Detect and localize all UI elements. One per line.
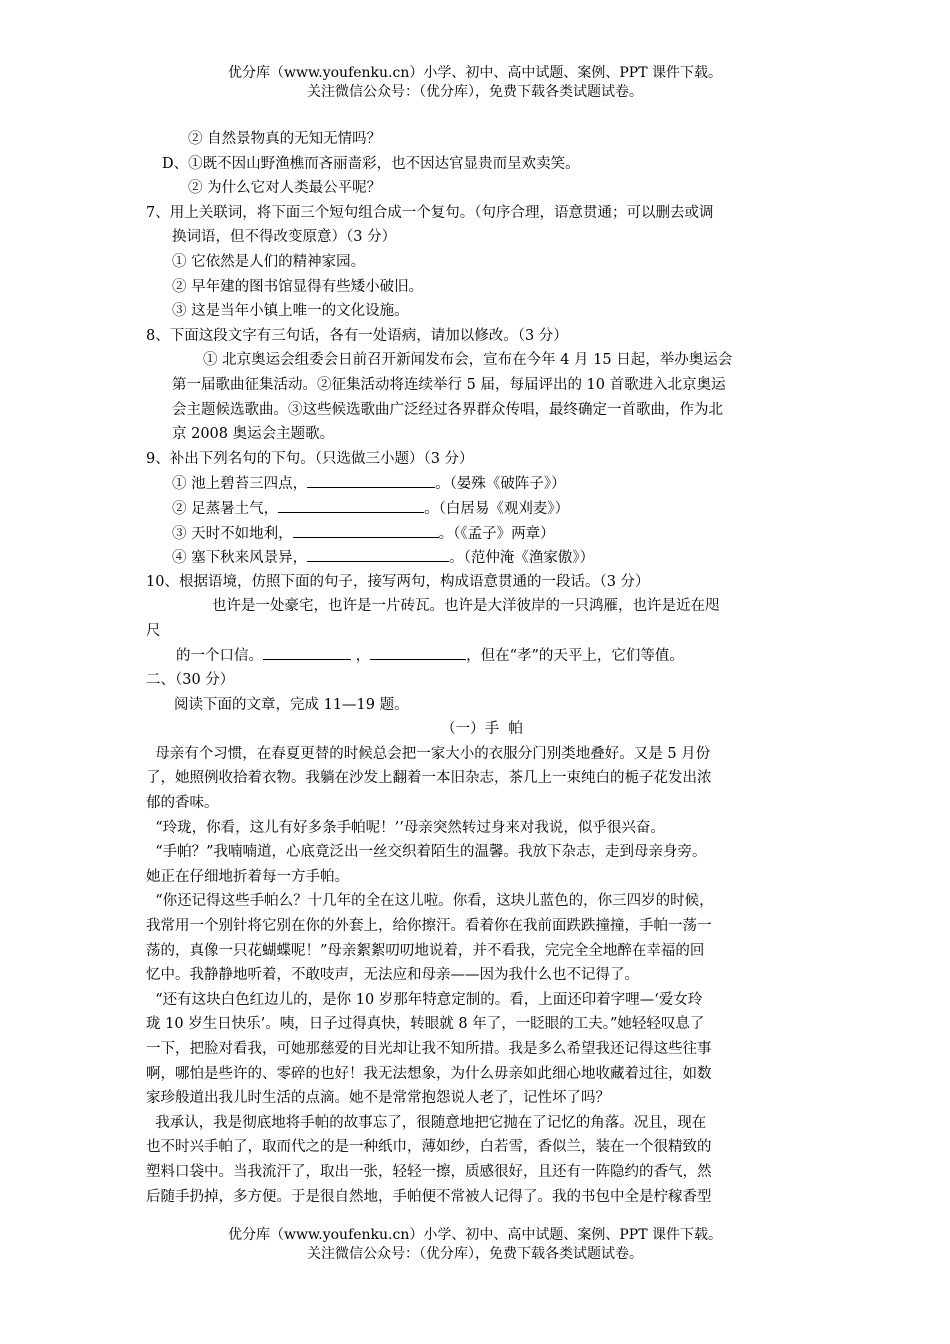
q8-paragraph-line-2: 第一届歌曲征集活动。②征集活动将连续举行 5 届，每届评出的 10 首歌进入北京奥运 <box>172 376 726 393</box>
article-line: 荡的，真像一只花蝴蝶呢！”母亲絮絮叨叨地说着，并不看我，完完全全地醉在幸福的回 <box>146 942 705 959</box>
article-line: 郁的香味。 <box>146 795 219 812</box>
section-2-intro: 阅读下面的文章，完成 11—19 题。 <box>174 696 409 713</box>
article-line: “手帕？”我喃喃道，心底竟泛出一丝交织着陌生的温馨。我放下杂志，走到母亲身旁。 <box>146 844 707 861</box>
q9-item-2: ② 足蒸暑土气， 。（白居易《观刈麦》） <box>146 496 818 521</box>
q10-line-1: 也许是一处豪宅，也许是一片砖瓦。也许是大洋彼岸的一只鸿雁，也许是近在咫 <box>212 598 720 615</box>
header-line-1: 优分库（www.youfenku.cn）小学、初中、高中试题、案例、PPT 课件下载。 <box>227 65 722 81</box>
answer-blank <box>263 643 351 660</box>
page-footer <box>0 1226 950 1264</box>
q9-item-3: ③ 天时不如地利， 。（《孟子》两章） <box>146 521 818 546</box>
q7-sentence-3: ③ 这是当年小镇上唯一的文化设施。 <box>172 303 409 320</box>
answer-blank <box>293 521 439 538</box>
article-line: 也不时兴手帕了，取而代之的是一种纸巾，薄如纱，白若雪，香似兰，装在一个很精致的 <box>146 1139 712 1156</box>
article-line: 啊，哪怕是些许的、零碎的也好！我无法想象，为什么毋亲如此细心地收藏着过往，如数 <box>146 1065 712 1082</box>
q10-line-2: 尺 <box>146 622 161 639</box>
q9-item-4: ④ 塞下秋来风景异， 。（范仲淹《渔家傲》） <box>146 545 818 570</box>
answer-blank <box>307 545 449 562</box>
q9-item-1: ① 池上碧苔三四点， 。（晏殊《破阵子》） <box>146 471 818 496</box>
article-line: 我承认，我是彻底地将手帕的故事忘了，很随意地把它抛在了记忆的角落。况且，现在 <box>146 1114 707 1131</box>
article-line: 了，她照例收拾着衣物。我躺在沙发上翻着一本旧杂志，茶几上一束纯白的栀子花发出浓 <box>146 770 712 787</box>
article-line: 家珍般道出我儿时生活的点滴。她不是常常抱怨说人老了，记性坏了吗？ <box>146 1090 610 1107</box>
footer-line-1: 优分库（www.youfenku.cn）小学、初中、高中试题、案例、PPT 课件下载。 <box>227 1227 722 1243</box>
article-line: 珑 10 岁生日快乐’。咦，日子过得真快，转眼就 8 年了，一眨眼的工夫。”她轻轻叹息了 <box>146 1016 705 1033</box>
document-body <box>146 127 818 1209</box>
q7-sentence-1: ① 它依然是人们的精神家园。 <box>172 253 366 270</box>
footer-line-2: 关注微信公众号：（优分库），免费下载各类试题试卷。 <box>307 1246 643 1262</box>
q8-paragraph-line-3: 会主题候选歌曲。③这些候选歌曲广泛经过各界群众传唱，最终确定一首歌曲，作为北 <box>172 401 723 418</box>
article-body <box>146 742 818 1209</box>
article-line: 一下，把脸对看我，可她那慈爱的目光却让我不知所措。我是多么希望我还记得这些往事 <box>146 1040 712 1057</box>
answer-blank <box>370 643 466 660</box>
answer-blank <box>278 496 424 513</box>
article-line: “玲珑，你看，这儿有好多条手帕呢！’’母亲突然转过身来对我说，似乎很兴奋。 <box>146 819 665 836</box>
page-header <box>0 64 950 102</box>
q8-paragraph-line-1: ① 北京奥运会组委会日前召开新闻发布会，宣布在今年 4 月 15 日起，举办奥运会 <box>203 352 733 369</box>
section-2-title: 二、（30 分） <box>146 672 235 689</box>
q9-title: 9、补出下列名句的下句。（只选做三小题）（3 分） <box>146 450 474 467</box>
q6-option-d-1: D、①既不因山野渔樵而吝丽啬彩，也不因达官显贵而呈欢卖笑。 <box>162 155 580 172</box>
q10-title: 10、根据语境，仿照下面的句子，接写两句，构成语意贯通的一段话。（3 分） <box>146 573 650 590</box>
q7-sentence-2: ② 早年建的图书馆显得有些矮小破旧。 <box>172 278 424 295</box>
article-line: “还有这块白色红边儿的，是你 10 岁那年特意定制的。看，上面还印着字哩—‘爱女玲 <box>146 991 703 1008</box>
q6-option-d-2: ② 为什么它对人类最公平呢？ <box>188 180 382 197</box>
q8-title: 8、下面这段文字有三句话，各有一处语病，请加以修改。（3 分） <box>146 327 568 344</box>
article-line: 后随手扔掉，多方便。于是很自然地，手帕便不常被人记得了。我的书包中全是柠稼香型 <box>146 1188 712 1205</box>
q10-line-3: 的一个口信。 ， ，但在“孝”的天平上，它们等值。 <box>146 643 818 668</box>
article-line: 她正在仔细地折着每一方手帕。 <box>146 868 349 885</box>
q6-option-c-2: ② 自然景物真的无知无情吗？ <box>188 131 382 147</box>
article-line: 忆中。我静静地听着，不敢吱声，无法应和母亲——因为我什么也不记得了。 <box>146 967 639 984</box>
article-line: “你还记得这些手帕么？十几年的全在这儿啦。你看，这块儿蓝色的，你三四岁的时候， <box>146 893 714 910</box>
q7-title-line-1: 7、用上关联词，将下面三个短句组合成一个复句。（句序合理，语意贯通；可以删去或调 <box>146 204 714 221</box>
q7-title-line-2: 换词语，但不得改变原意）（3 分） <box>172 229 397 246</box>
article-line: 我常用一个别针将它别在你的外套上，给你擦汗。看着你在我前面跌跌撞撞，手帕一荡一 <box>146 918 712 934</box>
q8-paragraph-line-4: 京 2008 奥运会主题歌。 <box>172 426 335 443</box>
header-line-2: 关注微信公众号：（优分库），免费下载各类试题试卷。 <box>307 84 643 100</box>
article-line: 塑料口袋中。当我流汗了，取出一张，轻轻一擦，质感很好，且还有一阵隐约的香气，然 <box>146 1163 712 1180</box>
answer-blank <box>307 471 435 488</box>
article-line: 母亲有个习惯，在春夏更替的时候总会把一家大小的衣服分门别类地叠好。又是 5 月份 <box>146 745 711 762</box>
article-title: （一）手 帕 <box>441 721 523 738</box>
